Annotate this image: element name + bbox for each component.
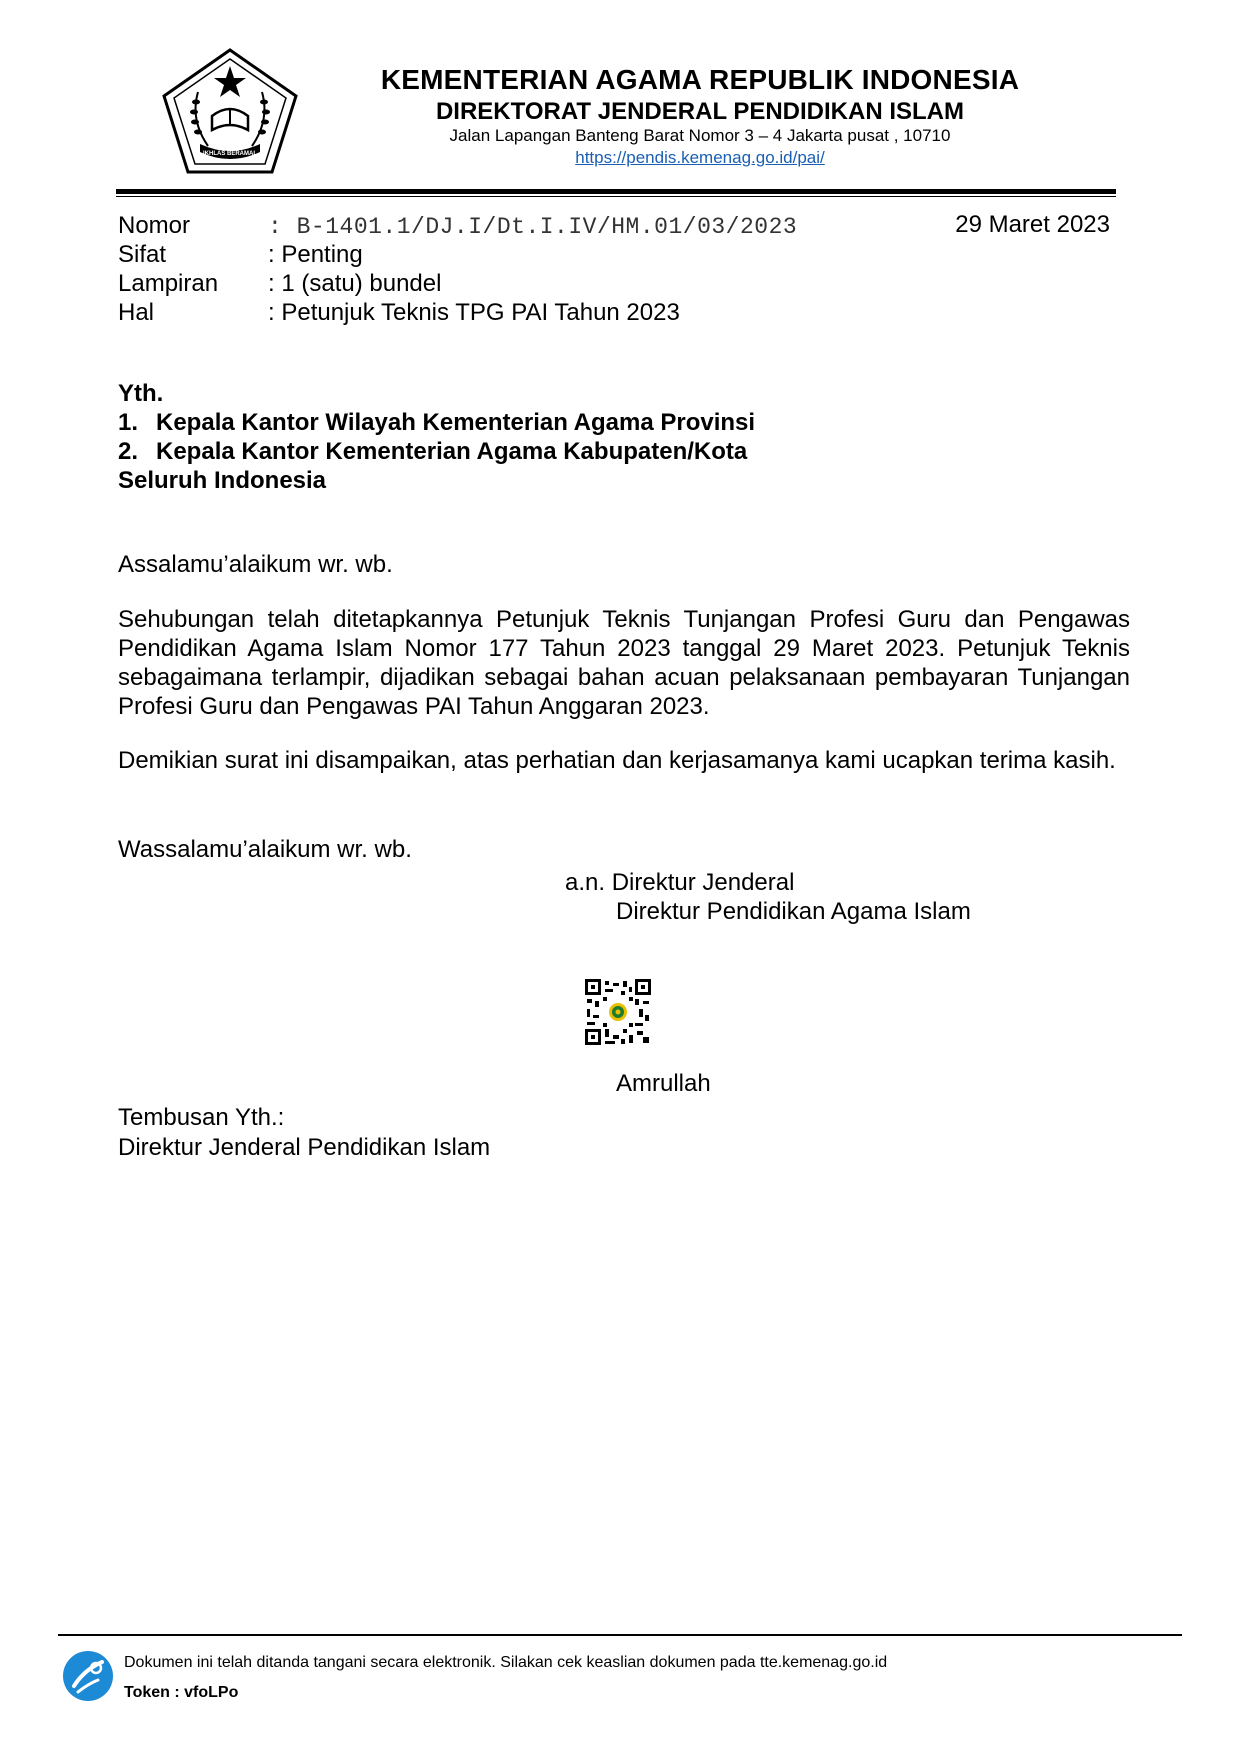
footer-rule (58, 1634, 1182, 1636)
nomor-value: : B-1401.1/DJ.I/Dt.I.IV/HM.01/03/2023 (268, 214, 798, 240)
cc-label: Tembusan Yth.: (118, 1104, 285, 1131)
body-paragraph-1: Sehubungan telah ditetapkannya Petunjuk Teknis Tunjangan Profesi Guru dan Pengawas Pendidikan Agama Islam Nomor 177 Tahun 2023 tanggal 29 Maret 2023. Petunjuk Teknis sebagaimana terlampir, dijadikan sebagai bahan acuan pelaksanaan pembayaran Tunjangan Profesi Guru dan Pengawas PAI Tahun Anggaran 2023. (118, 606, 1130, 720)
e-sign-note: Dokumen ini telah ditanda tangani secara elektronik. Silakan cek keaslian dokumen pada tte.kemenag.go.id (124, 1654, 888, 1671)
addressee-scope: Seluruh Indonesia (118, 467, 327, 494)
hal-label: Hal (118, 299, 155, 326)
addressee-num: 1. (118, 409, 139, 436)
website-link[interactable]: https://pendis.kemenag.go.id/pai/ (575, 148, 825, 167)
addressee-num: 2. (118, 438, 139, 465)
bsre-signature-icon (62, 1650, 114, 1702)
signer-name: Amrullah (616, 1070, 711, 1097)
addressee-item (118, 409, 755, 437)
signature-title: Direktur Pendidikan Agama Islam (616, 898, 971, 925)
addressee-text: Kepala Kantor Kementerian Agama Kabupaten/Kota (156, 438, 748, 465)
signature-an: a.n. Direktur Jenderal (565, 869, 795, 896)
greeting: Assalamu’alaikum wr. wb. (118, 551, 393, 578)
sifat-label: Sifat (118, 241, 167, 268)
letter-date: 29 Maret 2023 (955, 211, 1110, 238)
addressee-item (118, 438, 747, 466)
office-address: Jalan Lapangan Banteng Barat Nomor 3 – 4 Jakarta pusat , 10710 (449, 126, 951, 145)
qr-code-icon (585, 979, 651, 1045)
meta-lampiran (118, 269, 441, 298)
header-rule-thick (116, 189, 1116, 194)
verification-token: Token : vfoLPo (124, 1684, 239, 1701)
ministry-title: KEMENTERIAN AGAMA REPUBLIK INDONESIA (380, 64, 1020, 95)
meta-nomor (118, 211, 797, 242)
directorate-title: DIREKTORAT JENDERAL PENDIDIKAN ISLAM (435, 98, 965, 125)
meta-sifat (118, 240, 363, 269)
sifat-value: : Penting (268, 241, 363, 268)
addressee-text: Kepala Kantor Wilayah Kementerian Agama Provinsi (156, 409, 756, 436)
meta-hal (118, 298, 680, 327)
lampiran-label: Lampiran (118, 270, 219, 297)
nomor-label: Nomor (118, 212, 191, 239)
hal-value: : Petunjuk Teknis TPG PAI Tahun 2023 (268, 299, 680, 326)
closing-greeting: Wassalamu’alaikum wr. wb. (118, 836, 412, 863)
body-paragraph-2: Demikian surat ini disampaikan, atas perhatian dan kerjasamanya kami ucapkan terima kasih. (118, 747, 1116, 774)
header-rule-thin (116, 196, 1116, 197)
cc-recipient: Direktur Jenderal Pendidikan Islam (118, 1134, 491, 1161)
logo-motto: IKHLAS BERAMAL (203, 151, 257, 157)
lampiran-value: : 1 (satu) bundel (268, 270, 442, 297)
yth-label: Yth. (118, 380, 164, 407)
ministry-logo-icon (160, 46, 300, 178)
